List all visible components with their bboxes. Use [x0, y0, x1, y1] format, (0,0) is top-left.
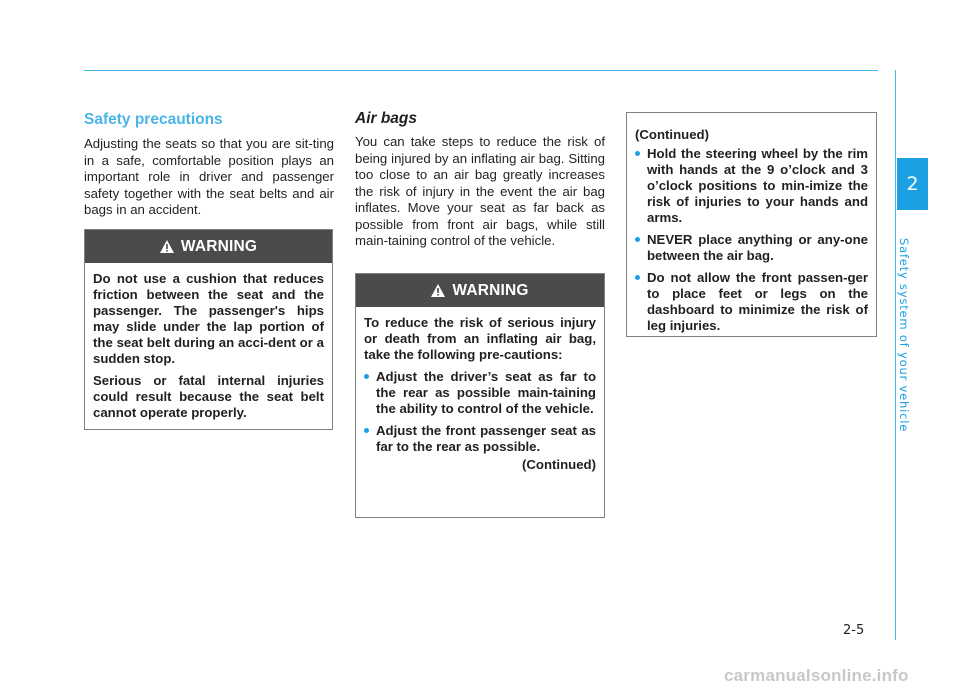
warning-bullet: Do not allow the front passen-ger to place feet or legs on the dashboard to minimize the risk of leg injuries.: [635, 270, 868, 334]
air-bags-heading: Air bags: [355, 110, 418, 127]
warning-header: [85, 230, 332, 263]
watermark[interactable]: carmanualsonline.info: [724, 666, 909, 685]
warning-triangle-icon: [431, 284, 445, 297]
warning-triangle-icon: [160, 240, 174, 253]
safety-precautions-paragraph: Adjusting the seats so that you are sit-ting in a safe, comfortable position plays an important role in driver and passenger safety together with the seat belts and air bags in an accident.: [84, 136, 334, 217]
warning-box-cushion: [84, 229, 333, 430]
safety-precautions-heading: Safety precautions: [84, 111, 223, 128]
warning-bullet: Adjust the front passenger seat as far to the rear as possible.: [364, 423, 596, 455]
right-rule: [895, 70, 896, 640]
warning-bullet: Adjust the driver’s seat as far to the rear as possible main-taining the ability to control of the vehicle.: [364, 369, 596, 417]
warning-bullet: Hold the steering wheel by the rim with hands at the 9 o’clock and 3 o’clock positions to min-imize the risk of injuries to your hands and arms.: [635, 146, 868, 226]
continued-label: (Continued): [635, 127, 709, 142]
warning-body: [85, 263, 332, 435]
warning-bullet-list: [364, 369, 596, 455]
warning-box-continued: [626, 112, 877, 337]
warning-header: [356, 274, 604, 307]
page-number: 2-5: [843, 623, 865, 638]
warning-box-airbag: [355, 273, 605, 518]
warning-bullet-list: [635, 146, 868, 334]
chapter-title: Safety system of your vehicle: [897, 238, 911, 433]
warning-paragraph: Do not use a cushion that reduces friction between the seat and the passenger. The passenger's hips may slide under the lap portion of the seat belt during an acci-dent or a sudden stop.: [93, 271, 324, 366]
warning-body: [627, 119, 876, 348]
chapter-tab: 2: [897, 158, 928, 210]
warning-bullet: NEVER place anything or any-one between the air bag.: [635, 232, 868, 264]
warning-body: [356, 307, 604, 487]
warning-intro: To reduce the risk of serious injury or death from an inflating air bag, take the following pre-cautions:: [364, 315, 596, 362]
warning-title: WARNING: [180, 237, 258, 255]
air-bags-paragraph: You can take steps to reduce the risk of being injured by an inflating air bag. Sitting too close to an air bag greatly increases the risk of injury in the event the air bag inflates. Move your seat as far back as possible from front air bags, while still main-taining control of the vehicle.: [355, 134, 605, 248]
warning-paragraph: Serious or fatal internal injuries could result because the seat belt cannot operate properly.: [93, 373, 324, 420]
top-rule: [84, 70, 878, 71]
warning-title: WARNING: [452, 281, 529, 299]
continued-label: (Continued): [522, 457, 596, 472]
